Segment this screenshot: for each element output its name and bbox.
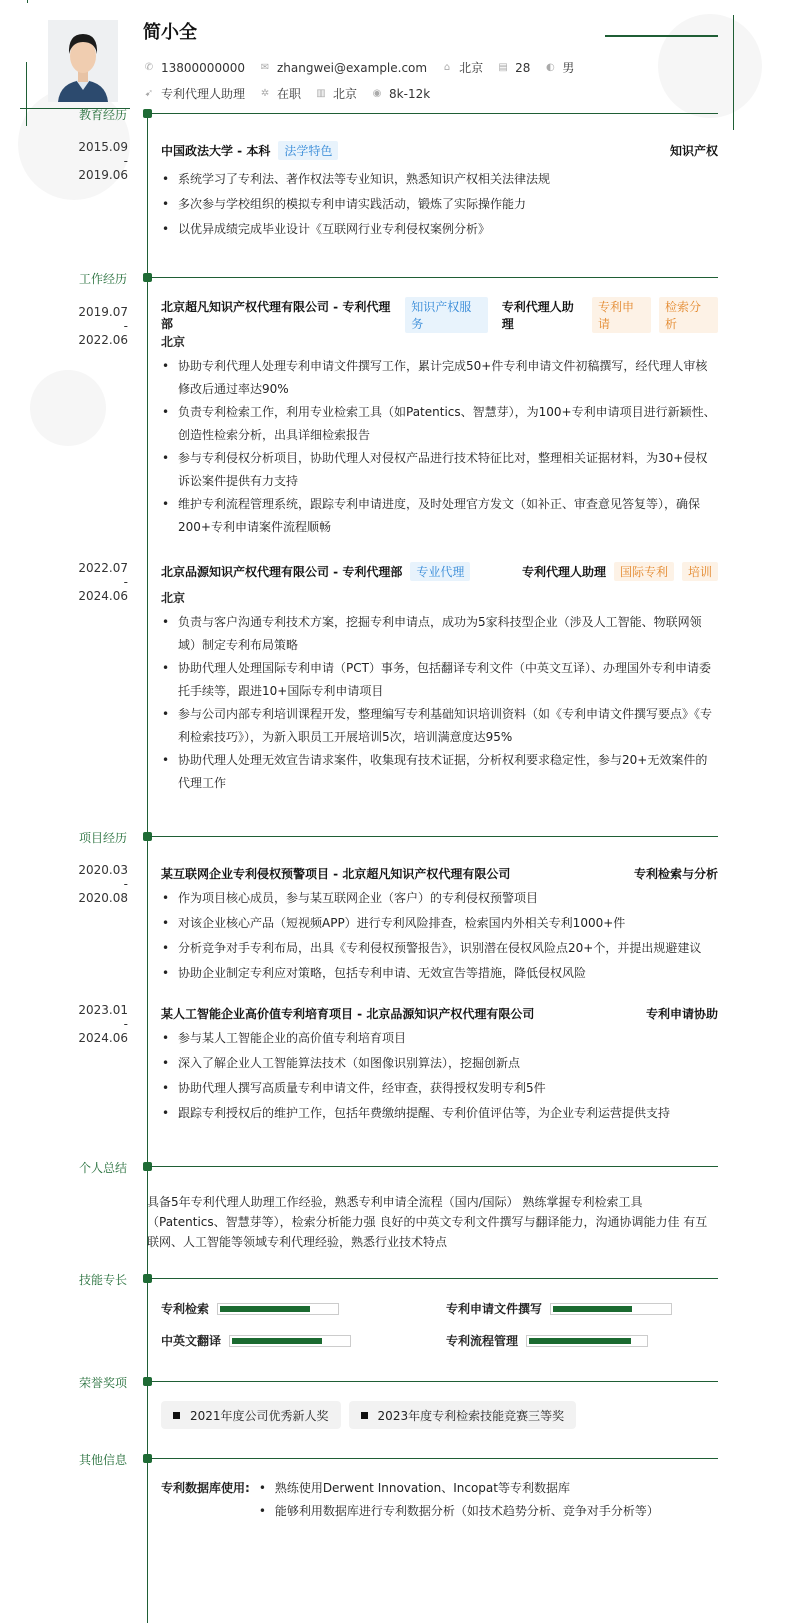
bullet: • 深入了解企业人工智能算法技术（如图像识别算法），挖掘创新点	[161, 1051, 718, 1076]
skill-item	[161, 1300, 339, 1317]
bullet: • 负责专利检索工作，利用专业检索工具（如Patentics、智慧芽），为100+专利申请项目进行新颖性、创造性检索分析，出具详细检索报告	[161, 401, 718, 447]
summary-text: 具备5年专利代理人助理工作经验，熟悉专利申请全流程（国内/国际） 熟练掌握专利检索工具（Patentics、智慧芽等），检索分析能力强 良好的中英文专利文件撰写与翻译能力，沟通协调能力佳 有互联网、人工智能等领域专利代理经验，熟悉行业技术特点	[147, 1195, 708, 1249]
skill-bar-fill	[232, 1338, 322, 1344]
role: 专利代理人助理	[521, 564, 606, 579]
bullet: • 负责与客户沟通专利技术方案，挖掘专利申请点，成功为5家科技型企业（涉及人工智能、物联网领域）制定专利布局策略	[161, 611, 718, 657]
decor-circle	[658, 14, 762, 118]
honor-item: 2021年度公司优秀新人奖	[161, 1401, 341, 1429]
salary-icon: ◉	[372, 88, 382, 99]
work-location: 北京	[161, 335, 186, 349]
phone: 13800000000	[161, 60, 245, 75]
divider	[150, 836, 718, 837]
bullet: • 熟练使用Derwent Innovation、Incopat等专利数据库	[258, 1477, 659, 1500]
school: 中国政法大学 - 本科	[161, 143, 271, 158]
bullet: • 系统学习了专利法、著作权法等专业知识，熟悉知识产权相关法律法规	[161, 167, 718, 192]
bullet: • 协助代理人处理无效宣告请求案件，收集现有技术证据，分析权利要求稳定性，参与20+无效案件的代理工作	[161, 749, 718, 795]
building-icon: ▥	[316, 88, 326, 99]
status-icon: ✲	[260, 88, 270, 99]
bullet: • 协助代理人处理国际专利申请（PCT）事务，包括翻译专利文件（中英文互译）、办理国外专利申请委托手续等，跟进10+国际专利申请项目	[161, 657, 718, 703]
date-range: 2023.01 - 2024.06	[78, 1003, 128, 1045]
skill-item	[161, 1332, 351, 1349]
divider	[150, 1381, 718, 1382]
age-icon: ▤	[498, 62, 508, 73]
bullet: • 对该企业核心产品（短视频APP）进行专利风险排查，检索国内外相关专利1000+件	[161, 911, 718, 936]
bullet: • 作为项目核心成员，参与某互联网企业（客户）的专利侵权预警项目	[161, 886, 718, 911]
project-name: 某人工智能企业高价值专利培育项目 - 北京品源知识产权代理有限公司	[161, 1006, 535, 1021]
skill-tag: 培训	[682, 562, 718, 581]
work-entry	[78, 561, 718, 795]
position: 专利代理人助理	[161, 87, 246, 101]
tag: 知识产权服务	[405, 297, 488, 333]
skill-bar-fill	[529, 1338, 631, 1344]
section-title: 技能专长	[78, 1273, 127, 1287]
decor-line	[733, 15, 734, 130]
skill-tag: 检索分析	[659, 297, 718, 333]
divider	[150, 277, 718, 278]
date-range: 2022.07 - 2024.06	[78, 561, 128, 603]
skill-tag: 专利申请	[592, 297, 651, 333]
send-icon: ➹	[144, 88, 154, 99]
major: 知识产权	[669, 143, 718, 158]
bullet: • 协助专利代理人处理专利申请文件撰写工作，累计完成50+件专利申请文件初稿撰写，经代理人审核修改后通过率达90%	[161, 355, 718, 401]
contact-row	[143, 59, 588, 76]
location: 北京	[459, 61, 484, 75]
city: 北京	[333, 87, 358, 101]
section-title: 其他信息	[78, 1453, 127, 1467]
skill-item	[446, 1300, 672, 1317]
bullet: • 维护专利流程管理系统，跟踪专利申请进度，及时处理官方发文（如补正、审查意见答复等），确保200+专利申请案件流程顺畅	[161, 493, 718, 539]
skill-name: 专利申请文件撰写	[446, 1302, 543, 1316]
section-title: 荣誉奖项	[78, 1376, 127, 1390]
divider	[150, 1278, 718, 1279]
bullet: • 多次参与学校组织的模拟专利申请实践活动，锻炼了实际操作能力	[161, 192, 718, 217]
education-entry	[78, 140, 718, 242]
skill-bar	[229, 1335, 351, 1347]
avatar	[48, 20, 118, 102]
divider	[150, 1166, 718, 1167]
skill-item	[446, 1332, 648, 1349]
skill-name: 专利流程管理	[446, 1334, 519, 1348]
skill-name: 专利检索	[161, 1302, 210, 1316]
bullet: • 能够利用数据库进行专利数据分析（如技术趋势分析、竞争对手分析等）	[258, 1500, 659, 1523]
age: 28	[515, 60, 531, 75]
skill-name: 中英文翻译	[161, 1334, 222, 1348]
decor-circle	[30, 370, 106, 446]
honor-item: 2023年度专利检索技能竞赛三等奖	[349, 1401, 577, 1429]
bullet: • 跟踪专利授权后的维护工作，包括年费缴纳提醒、专利价值评估等，为企业专利运营提供支持	[161, 1101, 718, 1126]
skill-bar	[526, 1335, 648, 1347]
decor-line	[27, 0, 28, 3]
square-icon	[361, 1412, 368, 1419]
work-entry	[78, 300, 718, 539]
skill-tag: 国际专利	[614, 562, 674, 581]
project-role: 专利申请协助	[645, 1006, 718, 1021]
project-entry	[78, 1003, 718, 1126]
gender-icon: ◐	[546, 62, 555, 73]
bullet: • 分析竞争对手专利布局，出具《专利侵权预警报告》，识别潜在侵权风险点20+个，并提出规避建议	[161, 936, 718, 961]
bullet: • 以优异成绩完成毕业设计《互联网行业专利侵权案例分析》	[161, 217, 718, 242]
section-title: 工作经历	[78, 272, 127, 286]
date-range: 2019.07 - 2022.06	[78, 305, 128, 347]
work-location: 北京	[161, 591, 186, 605]
tag: 专业代理	[410, 562, 470, 581]
timeline	[147, 112, 148, 1623]
other-label: 专利数据库使用:	[161, 1481, 250, 1495]
gender: 男	[562, 61, 575, 75]
role: 专利代理人助理	[501, 300, 574, 331]
section-title: 项目经历	[78, 831, 127, 845]
salary: 8k-12k	[389, 86, 431, 101]
bullet: • 参与公司内部专利培训课程开发，整理编写专利基础知识培训资料（如《专利申请文件撰写要点》《专利检索技巧》），为新入职员工开展培训5次，培训满意度达95%	[161, 703, 718, 749]
company: 北京超凡知识产权代理有限公司 - 专利代理部	[161, 300, 391, 331]
section-title: 个人总结	[78, 1161, 127, 1175]
status: 在职	[277, 87, 302, 101]
email-icon: ✉	[260, 62, 270, 73]
bullet: • 参与某人工智能企业的高价值专利培育项目	[161, 1026, 718, 1051]
email: zhangwei@example.com	[276, 60, 428, 75]
bullet: • 协助代理人撰写高质量专利申请文件，经审查，获得授权发明专利5件	[161, 1076, 718, 1101]
date-range: 2020.03 - 2020.08	[78, 863, 128, 905]
section-title: 教育经历	[78, 108, 127, 122]
skill-bar-fill	[220, 1306, 310, 1312]
date-range: 2015.09 - 2019.06	[78, 140, 128, 182]
job-intent-row	[143, 85, 444, 102]
tag: 法学特色	[278, 141, 338, 160]
bullet: • 参与专利侵权分析项目，协助代理人对侵权产品进行技术特征比对，整理相关证据材料，为30+侵权诉讼案件提供有力支持	[161, 447, 718, 493]
candidate-name: 简小全	[143, 22, 197, 43]
company: 北京品源知识产权代理有限公司 - 专利代理部	[161, 564, 403, 579]
skill-bar	[550, 1303, 672, 1315]
decor-line	[605, 35, 718, 37]
home-icon: ⌂	[443, 62, 451, 73]
bullet: • 协助企业制定专利应对策略，包括专利申请、无效宣告等措施，降低侵权风险	[161, 961, 718, 986]
divider	[150, 113, 718, 114]
skill-bar-fill	[553, 1306, 632, 1312]
phone-icon: ✆	[144, 62, 154, 73]
square-icon	[173, 1412, 180, 1419]
skill-bar	[217, 1303, 339, 1315]
project-name: 某互联网企业专利侵权预警项目 - 北京超凡知识产权代理有限公司	[161, 866, 511, 881]
project-entry	[78, 863, 718, 986]
project-role: 专利检索与分析	[633, 866, 718, 881]
divider	[150, 1458, 718, 1459]
